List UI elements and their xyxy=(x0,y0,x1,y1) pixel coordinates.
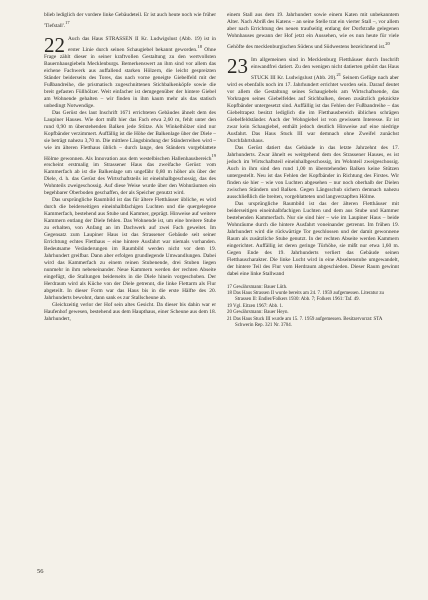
footnotes xyxy=(227,285,399,330)
paragraph: Das ursprüngliche Raumbild ist das der älteren Fletthäuser mit beiderseitigen eineinhalbfachigen Luchten und dem aus Stube und Kammer bestehenden Kammerfach. Nur sie sind hier – wie im Laupiner Haus – beide Wohnräume durch die hintere Ausfahrt voneinander getrennt. Im frühen 19. Jahrhundert wird die rückwärtige Tor geschlossen und der damit gewonnene Raum als zusätzliche Stube genutzt. In der rechten Abseite werden Kammern eingerichtet. Auffällig ist deren geringe Türhöhe, sie mißt nur etwa 1,60 m. Gegen Ende des 19. Jahrhunderts verliert das Gebäude seinen Fletthauscharakter. Die linke Lucht wird in eine Abseitenstube umgewandelt, der hintere Teil des Flur vom Herdraum abgeschieden. Dieser Raum gewinnt dabei eine linke Stallwand xyxy=(227,200,399,277)
paragraph: Das ursprüngliche Raumbild ist das für ältere Fletthäuser übliche, es wird durch die beiderseitigen eineinhalbfachigen Luchten und die quergelegene Kammerfach, bestehend aus Stube und Kammer, geprägt. Hinweise auf weitere Kammern entlang der Diele fehlen. Das Wohnende ist, um eine breitere Stube zu erhalten, von Anfang an im Dachwerk auf zwei Fach geweitet. Im Gegensatz zum Laupiner Haus ist das Strassener Gebäude seit seiner Errichtung echtes Fletthaus – eine hintere Ausfahrt war niemals vorhanden. Bedeutsame Veränderungen im Raumbild werden nicht vor dem 19. Jahrhundert greifbar. Dann aber erfolgen grundlegende Umwandlungen. Dabei wird das Kammerfach zu einem reinen Stubenende, drei Stuben liegen nunmehr in ihm nebeneinander. Neue Kammern werden der rechten Abseite eingefügt, die Stallungen beiderseits in die Diele hinein vorgeschoben. Der Herdraum wird als Küche von der Diele getrennt, die linke Flettarm als Flur abgeteilt. In dieser Form war das Haus bis in die erste Hälfte des 20. Jahrhunderts bewohnt, dann sank es zur Stallscheune ab. xyxy=(44,197,216,302)
footnote: 18 Das Haus Strassen II wurde bereits am 24. 7. 1959 aufgemessen. Literatur zu Strassen II: Endler/Folkers 1930: Abb. 7; Folkers 1961: Taf. 49. xyxy=(227,291,384,303)
footnote: 17 Gewährsmann: Bauer Lüth. xyxy=(227,284,288,290)
page-number: 56 xyxy=(37,568,44,575)
paragraph: Das Gerüst des laut Inschrift 1671 errichteten Gebäudes ähnelt dem des Laupiner Hauses. Wie dort mißt hier das Fach etwa 2,60 m, fehlt unter den rund 0,90 m überstehenden Balken jede Stütze. Als Winkelhölzer sind nur Kopfbänder verzimmert. Auffällig ist die Höhe der Balkenlage über der Diele – sie beträgt nahezu 3,70 m. Die mittlere Längsbindung der Ständerreihen wird – wie im älteren Fletthaus üblich – durch lange, den Ständern vorgeblattete Hölme gewonnen. Als Innovation aus dem westelbischen Hallenhausbereich$^{19}$ erscheint erstmalig im Strassener Haus das zweifache Gerüst: vom Kammerfach ab ist die Balkenlage um ungefähr 0,80 m höher als über der Diele, d. h. das Gerüst des Wirtschaftsteils ist eineinhalbgeschossig, das des Wohnteils zweigeschossig. Auf diese Weise wurde über den Wohnräumen ein begehbarer Oberboden geschaffen, der als Speicher genutzt wird. xyxy=(44,109,216,197)
section-paragraph: 22 Auch das Haus STRASSEN II Kr. Ludwigslust (Abb. 19) ist in erster Linie durch seinen Schaugiebel bekannt geworden.$^{18}$ Ohne Frage zählt dieser in seiner kraftvollen Gestaltung zu den wertvollsten Bauernhausgiebeln Mecklenburgs. Bemerkenswert an ihm sind vor allem das eichene Fachwerk aus auffallend starken Hölzern, die leicht gespreizten Ständer beiderseits des Tores, das nach vorne geneigte Giebelfeld mit der Fußbandreihe, die prismatisch zugeschnittenen Stichbalkenköpfe sowie die breit gefasten Füllhölzer. Weit einfacher ist demgegenüber der hintere Giebel am Wohnende gehalten – wir finden in ihm kaum mehr als das statisch unbedingt Notwendige. xyxy=(44,32,216,109)
section-number: 22 xyxy=(44,32,65,57)
left-column xyxy=(44,12,216,323)
footnote: 19 Vgl. Eitzen 1967: Abb. 1. xyxy=(227,303,284,309)
paragraph: Gleichzeitig verlor der Hof sein altes Gesicht. Da dieser bis dahin war er Haufenhof gewesen, bestehend aus dem Haupthaus, einer Scheune aus dem 18. Jahrhundert, xyxy=(44,302,216,323)
paragraph: blieb lediglich der vordere linke Gebäudeteil. Er ist auch heute noch wie früher 'Tiefstall'.$^{17}$ xyxy=(44,12,216,29)
right-column xyxy=(227,12,399,329)
footnote: 21 Das Haus Stuck III wurde am 15. 7. 1959 aufgemessen. Besitzervorrat: STA Schwerin Rep. 321 Nr. 3704. xyxy=(227,316,383,329)
section-number: 23 xyxy=(227,53,248,78)
paragraph: Das Gerüst datiert das Gebäude in das letzte Jahrzehnt des 17. Jahrhunderts. Zwar ähnelt es weitgehend dem des Strassener Hauses, es ist jedoch im Wirtschaftsteil eineinhalbgeschossig, im Wohnteil zweigeschossig. Auch in ihm sind den rund 1,00 m überstehenden Balken keine Stützen untergestellt. Neu ist das Fehlen der Kopfbänder in Richtung des Firstes. Wir finden sie hier – wie von Luchten abgesehen – nur noch oberhalb der Dielen zwischen Ständern und Balken. Gegen Längsschub sichern demnach nahezu ausschließlich die breiten, vorgeblatteten und langverzapften Hölme. xyxy=(227,144,399,200)
section-paragraph: 23 Im allgemeinen sind in Mecklenburg Fletthäuser durch Inschrift einwandfrei datiert. Zu den wenigen nicht datierten gehört das Haus STUCK III Kr. Ludwigslust (Abb. 20).$^{21}$ Seinem Gefüge nach aber wird es ebenfalls noch im 17. Jahrhundert errichtet worden sein. Darauf deutet vor allem die Gestaltung seines Schaugiebels am Wirtschaftsende, das Vorkragen seines Giebelfeldes auf Stichbalken, denen zusätzlich geknickte Kopfbänder untergesetzt sind. Auffällig ist das Fehlen der Fußbandreihe – das Giebeltrapez besitzt lediglich die im Fletthausbereich üblichen schrägen Giebelfeldständer. Auch der Wohngiebel ist von gewissem Interesse. Er ist zwar kein Schaugiebel, enthält jedoch deutlich Hinweise auf eine niedrige Ausfahrt. Das Haus Stuck III war demnach ohne Zweifel zunächst Durchfahrtshaus. xyxy=(227,53,399,144)
paragraph: einem Stall aus dem 19. Jahrhundert sowie einem Katen mit unbekanntem Alter. Nach Abriß des Katens – an seine Stelle trat ein vierter Stall –, vor allem aber nach Errichtung des neuen traufseitig entlang der Dorfstraße gelegenen Wohnhauses gewann der Hof jetzt ein Aussehen, wie es nun heute für viele Gehöfte des mecklenburgischen Südens und Südwestens bezeichnend ist.$^{20}$ xyxy=(227,12,399,50)
footnote: 20 Gewährsmann: Bauer Heyn. xyxy=(227,310,289,316)
